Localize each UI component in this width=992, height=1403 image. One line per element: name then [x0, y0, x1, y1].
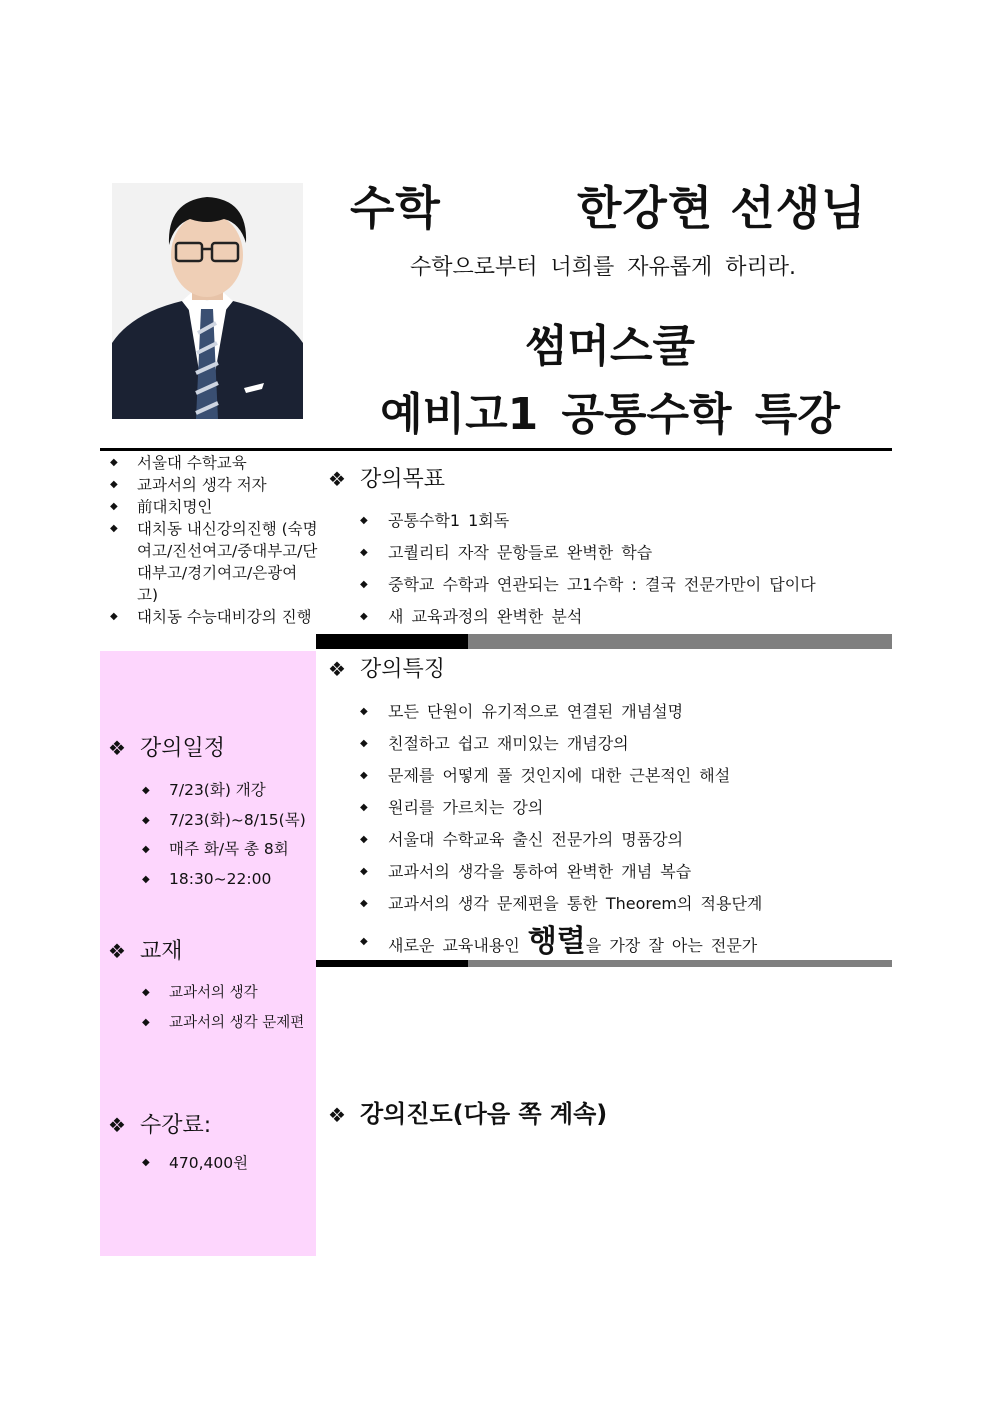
teacher-title: 수학 한강현 선생님 [350, 181, 867, 235]
list-item: ◆ 470,400원 [142, 1154, 249, 1172]
teacher-photo [112, 183, 303, 419]
textbook-heading: ❖ 교재 [108, 939, 183, 964]
motto: 수학으로부터 너희를 자유롭게 하리라. [410, 255, 797, 280]
bullet-icon: ◆ [360, 898, 368, 909]
list-item: ◆ 서울대 수학교육 출신 전문가의 명품강의 [358, 824, 888, 856]
bullet-icon: ◆ [360, 770, 368, 781]
schedule-heading: ❖ 강의일정 [108, 736, 225, 761]
bullet-icon: ◆ [142, 814, 150, 826]
diamond-icon: ❖ [108, 1113, 126, 1137]
bullet-icon: ◆ [110, 479, 118, 490]
list-item: ◆ 교과서의 생각 저자 [110, 476, 267, 494]
bullet-icon: ◆ [110, 457, 118, 468]
list-item: ◆ 대치동 내신강의진행 (숙명여고/진선여고/중대부고/단대부고/경기여고/은광여고) [110, 520, 318, 604]
list-item: ◆ 7/23(화) 개강 [140, 776, 320, 806]
bullet-icon: ◆ [360, 834, 368, 845]
teacher-portrait-icon [112, 183, 303, 419]
bullet-icon: ◆ [142, 1017, 150, 1028]
list-item: ◆ 18:30~22:00 [140, 865, 320, 895]
list-item: ◆ 교과서의 생각 문제편을 통한 Theorem의 적용단계 [358, 888, 888, 920]
list-item: ◆ 원리를 가르치는 강의 [358, 792, 888, 824]
list-item: ◆ 공통수학1 1회독 [358, 505, 888, 537]
list-item: ◆ 새 교육과정의 완벽한 분석 [358, 601, 888, 633]
list-item: ◆ 교과서의 생각을 통하여 완벽한 개념 복습 [358, 856, 888, 888]
progress-heading: ❖ 강의진도(다음 쪽 계속) [328, 1100, 608, 1128]
goals-list [358, 505, 888, 633]
diamond-icon: ❖ [328, 1103, 346, 1127]
bullet-icon: ◆ [360, 706, 368, 717]
features-heading: ❖ 강의특징 [328, 657, 445, 682]
bullet-icon: ◆ [360, 579, 368, 590]
bullet-icon: ◆ [142, 873, 150, 885]
diamond-icon: ❖ [328, 657, 346, 681]
list-item: ◆ 모든 단원이 유기적으로 연결된 개념설명 [358, 696, 888, 728]
bullet-icon: ◆ [360, 738, 368, 749]
diamond-icon: ❖ [108, 939, 126, 963]
bullet-icon: ◆ [360, 515, 368, 526]
section-divider [316, 634, 468, 649]
bullet-icon: ◆ [110, 523, 118, 534]
list-item: ◆ 교과서의 생각 [140, 978, 320, 1008]
section-divider [468, 960, 892, 967]
bullet-icon: ◆ [142, 844, 150, 855]
bullet-icon: ◆ [360, 802, 368, 813]
bullet-icon: ◆ [360, 611, 368, 622]
list-item: ◆ 매주 화/목 총 8회 [140, 835, 320, 865]
course-name: 예비고1 공통수학 특강 [380, 389, 840, 440]
fee-heading: ❖ 수강료: [108, 1113, 212, 1138]
section-divider [468, 634, 892, 649]
diamond-icon: ❖ [328, 467, 346, 491]
diamond-icon: ❖ [108, 736, 126, 760]
school-name: 썸머스쿨 [524, 321, 695, 372]
bullet-icon: ◆ [110, 501, 118, 512]
bio-list [108, 452, 318, 628]
list-item: ◆ 서울대 수학교육 [110, 454, 247, 472]
section-divider [316, 960, 468, 967]
list-item: ◆ 문제를 어떻게 풀 것인지에 대한 근본적인 해설 [358, 760, 888, 792]
bullet-icon: ◆ [142, 1157, 150, 1168]
bullet-icon: ◆ [360, 936, 368, 947]
list-item: ◆ 새로운 교육내용인 행렬을 가장 잘 아는 전문가 [358, 920, 888, 968]
textbook-list [140, 978, 320, 1038]
list-item: ◆ 교과서의 생각 문제편 [140, 1008, 320, 1038]
bullet-icon: ◆ [142, 987, 150, 998]
goals-heading: ❖ 강의목표 [328, 467, 445, 492]
list-item: ◆ 친절하고 쉽고 재미있는 개념강의 [358, 728, 888, 760]
bullet-icon: ◆ [360, 547, 368, 558]
bullet-icon: ◆ [110, 611, 118, 622]
header-divider [100, 448, 892, 451]
bullet-icon: ◆ [360, 866, 368, 877]
features-list [358, 696, 888, 968]
list-item: ◆ 대치동 수능대비강의 진행 [110, 608, 312, 626]
fee-list [140, 1152, 320, 1174]
bullet-icon: ◆ [142, 785, 150, 796]
schedule-list [140, 776, 320, 894]
list-item: ◆ 前대치명인 [110, 498, 213, 516]
list-item: ◆ 7/23(화)~8/15(목) [140, 806, 320, 836]
list-item: ◆ 중학교 수학과 연관되는 고1수학 : 결국 전문가만이 답이다 [358, 569, 888, 601]
list-item: ◆ 고퀄리티 자작 문항들로 완벽한 학습 [358, 537, 888, 569]
